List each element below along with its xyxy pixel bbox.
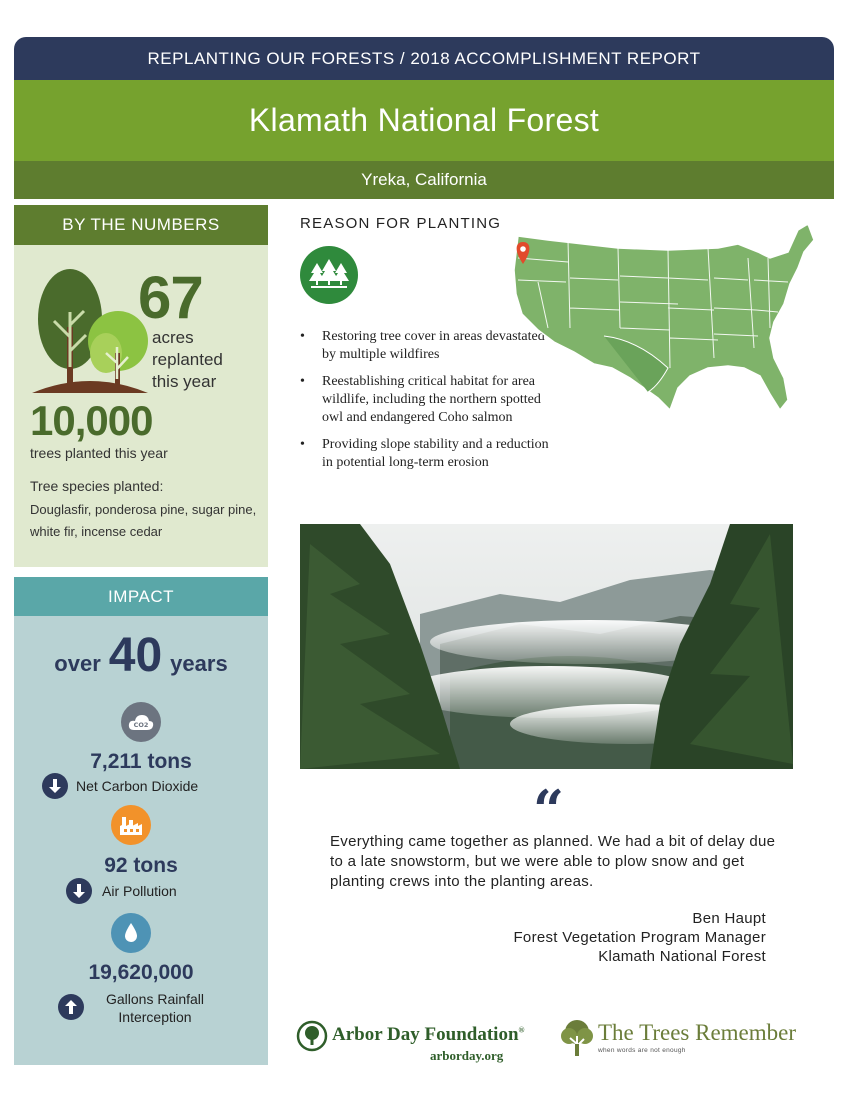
quote-attribution (513, 909, 766, 966)
factory-icon (111, 805, 151, 845)
reason-heading: REASON FOR PLANTING (300, 215, 502, 232)
arbor-day-name (332, 1024, 525, 1046)
numbers-heading (14, 205, 268, 245)
report-title: REPLANTING OUR FORESTS / 2018 ACCOMPLISHMENT REPORT (147, 48, 701, 68)
forest-title-bar (14, 80, 834, 161)
rain-label-line: Gallons Rainfall (105, 991, 205, 1007)
trees-illustration-icon (30, 257, 150, 397)
rain-value: 19,620,000 (88, 961, 194, 984)
trees-label: trees planted this year (30, 445, 168, 461)
quote-author-org: Klamath National Forest (598, 948, 766, 965)
air-label: Air Pollution (102, 883, 177, 899)
co2-cloud-icon (121, 702, 161, 742)
co2-value: 7,211 tons (90, 750, 192, 773)
quote-mark-icon: “ (533, 778, 565, 842)
forest-trees-icon (300, 246, 358, 304)
numbers-heading-text: BY THE NUMBERS (62, 215, 220, 234)
water-drop-icon (111, 913, 151, 953)
quote-text: Everything came together as planned. We had a bit of delay due to a late snowstorm, but we were able to plow snow and get planting crews into the planting areas. (330, 833, 776, 890)
impact-panel (14, 616, 268, 1065)
species-list: Douglasfir, ponderosa pine, sugar pine, white fir, incense cedar (30, 502, 257, 539)
location: Yreka, California (361, 170, 487, 189)
acres-label-line: this year (152, 372, 217, 391)
impact-heading-text: IMPACT (108, 586, 174, 606)
misty-forest-photo (300, 524, 793, 769)
rain-label (90, 990, 220, 1026)
acres-label-line: replanted (152, 350, 223, 369)
arbor-day-tree-icon (296, 1020, 328, 1052)
arrow-down-icon (66, 878, 92, 904)
forest-name: Klamath National Forest (248, 102, 600, 138)
report-title-bar (14, 37, 834, 80)
impact-heading (14, 577, 268, 616)
trees-remember-tree-icon (560, 1018, 594, 1058)
years-value: 40 (108, 629, 163, 682)
quote-author-role: Forest Vegetation Program Manager (513, 929, 766, 946)
arbor-day-logo (296, 1020, 546, 1070)
trees-remember-name: The Trees Remember (598, 1020, 797, 1045)
impact-duration (14, 628, 268, 683)
trees-remember-logo (560, 1016, 810, 1066)
rain-label-line: Interception (118, 1009, 192, 1025)
arrow-down-icon (42, 773, 68, 799)
arbor-day-name-text: Arbor Day Foundation (332, 1024, 519, 1045)
trees-value: 10,000 (30, 397, 153, 444)
years-word: years (170, 651, 228, 676)
reason-item: • Restoring tree cover in areas devastated by multiple wildfires (300, 328, 550, 364)
registered-mark: ® (518, 1025, 525, 1035)
quote-author: Ben Haupt (692, 910, 766, 927)
numbers-panel (14, 245, 268, 567)
location-bar (14, 161, 834, 199)
us-map-illustration (508, 218, 820, 414)
reason-item: • Providing slope stability and a reduction in potential long-term erosion (300, 436, 550, 472)
arrow-up-icon (58, 994, 84, 1020)
trees-remember-tagline: when words are not enough (598, 1047, 686, 1054)
over-word: over (54, 651, 101, 676)
co2-icon-text: CO2 (133, 721, 149, 729)
air-value: 92 tons (104, 854, 178, 877)
acres-label (152, 327, 223, 393)
co2-label: Net Carbon Dioxide (76, 778, 199, 794)
arbor-day-url: arborday.org (430, 1048, 504, 1063)
acres-label-line: acres (152, 328, 194, 347)
acres-value: 67 (138, 264, 203, 331)
reason-item: • Reestablishing critical habitat for area wildlife, including the northern spotted owl and endangered Coho salmon (300, 373, 550, 427)
species-label: Tree species planted: (30, 478, 164, 494)
